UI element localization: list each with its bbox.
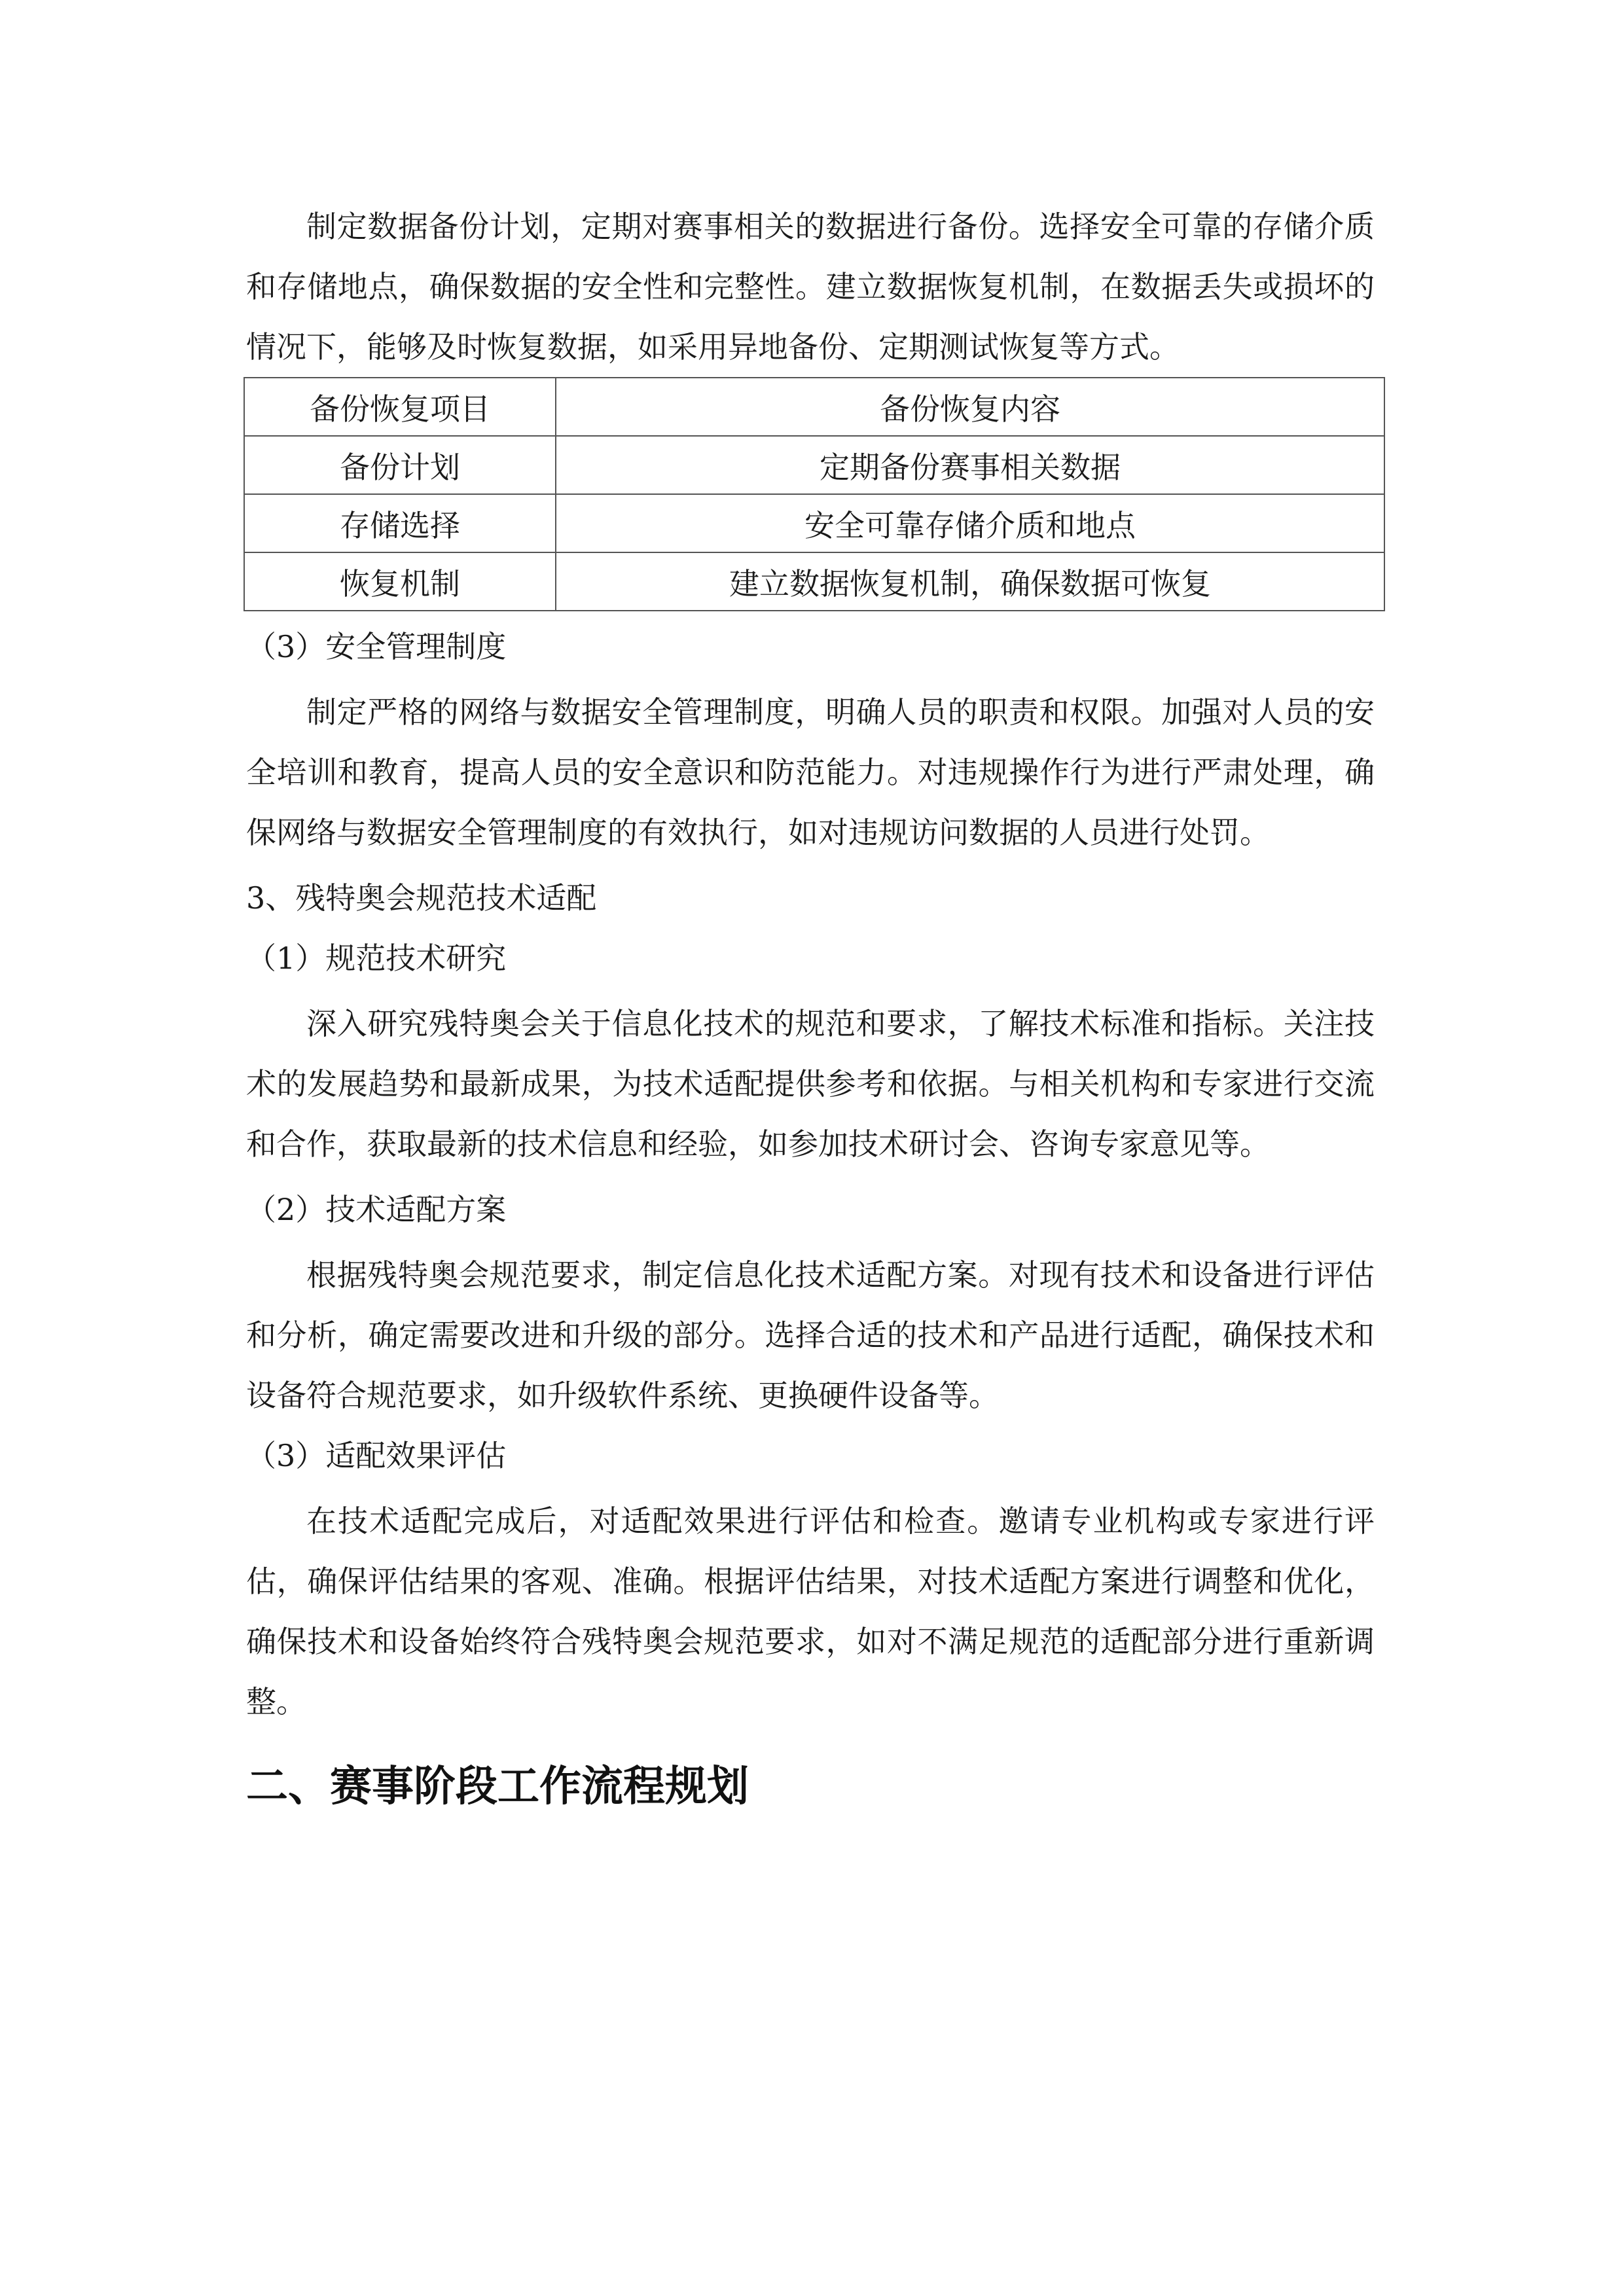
backup-recovery-table bbox=[244, 377, 1385, 611]
table-cell: 建立数据恢复机制，确保数据可恢复 bbox=[556, 552, 1384, 611]
table-cell: 恢复机制 bbox=[244, 552, 556, 611]
section3-sub1-paragraph: 深入研究残特奥会关于信息化技术的规范和要求，了解技术标准和指标。关注技术的发展趋势和最新成果，为技术适配提供参考和依据。与相关机构和专家进行交流和合作，获取最新的技术信息和经验，如参加技术研讨会、咨询专家意见等。 bbox=[246, 1006, 1375, 1162]
table-header-row bbox=[244, 378, 1384, 436]
table-row bbox=[244, 552, 1384, 611]
section3-sub2-heading: （2）技术适配方案 bbox=[246, 1192, 507, 1227]
chapter-title: 二、赛事阶段工作流程规划 bbox=[246, 1763, 749, 1811]
table-cell: 定期备份赛事相关数据 bbox=[556, 436, 1384, 494]
section3-sub2-paragraph: 根据残特奥会规范要求，制定信息化技术适配方案。对现有技术和设备进行评估和分析，确定需要改进和升级的部分。选择合适的技术和产品进行适配，确保技术和设备符合规范要求，如升级软件系统、更换硬件设备等。 bbox=[246, 1257, 1375, 1413]
table-header-cell: 备份恢复内容 bbox=[556, 378, 1384, 436]
intro-paragraph: 制定数据备份计划，定期对赛事相关的数据进行备份。选择安全可靠的存储介质和存储地点，确保数据的安全性和完整性。建立数据恢复机制，在数据丢失或损坏的情况下，能够及时恢复数据，如采用异地备份、定期测试恢复等方式。 bbox=[246, 209, 1375, 365]
section3-sub1-heading: （1）规范技术研究 bbox=[246, 941, 507, 976]
table-header-cell: 备份恢复项目 bbox=[244, 378, 556, 436]
table-row bbox=[244, 494, 1384, 552]
table-cell: 安全可靠存储介质和地点 bbox=[556, 494, 1384, 552]
security-mgmt-paragraph: 制定严格的网络与数据安全管理制度，明确人员的职责和权限。加强对人员的安全培训和教育，提高人员的安全意识和防范能力。对违规操作行为进行严肃处理，确保网络与数据安全管理制度的有效执行，如对违规访问数据的人员进行处罚。 bbox=[246, 694, 1375, 850]
table-cell: 存储选择 bbox=[244, 494, 556, 552]
security-mgmt-heading: （3）安全管理制度 bbox=[246, 629, 507, 664]
table-row bbox=[244, 436, 1384, 494]
section3-sub3-heading: （3）适配效果评估 bbox=[246, 1438, 507, 1473]
table-cell: 备份计划 bbox=[244, 436, 556, 494]
page-content bbox=[246, 196, 1375, 1826]
section3-heading: 3、残特奥会规范技术适配 bbox=[246, 880, 597, 916]
section3-sub3-paragraph: 在技术适配完成后，对适配效果进行评估和检查。邀请专业机构或专家进行评估，确保评估结果的客观、准确。根据评估结果，对技术适配方案进行调整和优化，确保技术和设备始终符合残特奥会规范要求，如对不满足规范的适配部分进行重新调整。 bbox=[246, 1503, 1375, 1719]
